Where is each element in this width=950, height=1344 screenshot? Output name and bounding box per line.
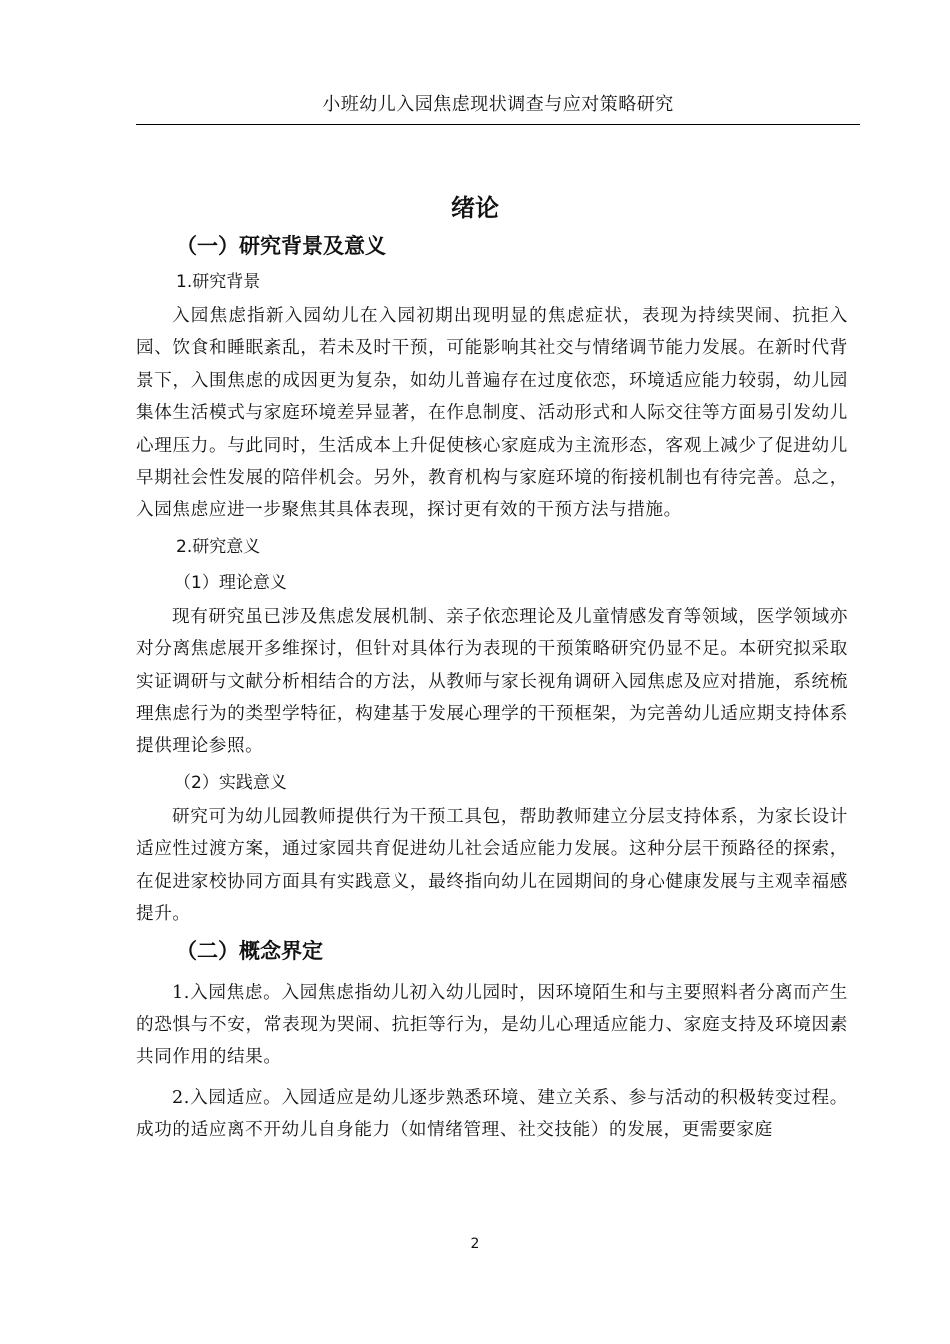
subsection-heading-research-background: 1.研究背景 xyxy=(176,272,261,292)
section-heading-background: （一）研究背景及意义 xyxy=(176,234,386,258)
paragraph-research-background: 入园焦虑指新入园幼儿在入园初期出现明显的焦虑症状，表现为持续哭闹、抗拒入园、饮食和睡眠紊乱，若未及时干预，可能影响其社交与情绪调节能力发展。在新时代背景下，入围焦虑的成因更为复杂，如幼儿普遍存在过度依恋，环境适应能力较弱，幼儿园集体生活模式与家庭环境差异显著，在作息制度、活动形式和人际交往等方面易引发幼儿心理压力。与此同时，生活成本上升促使核心家庭成为主流形态，客观上减少了促进幼儿早期社会性发展的陪伴机会。另外，教育机构与家庭环境的衔接机制也有待完善。总之，入园焦虑应进一步聚焦其具体表现，探讨更有效的干预方法与措施。 xyxy=(136,306,848,521)
paragraph-practical-significance: 研究可为幼儿园教师提供行为干预工具包，帮助教师建立分层支持体系，为家长设计适应性过渡方案，通过家园共育促进幼儿社会适应能力发展。这种分层干预路径的探索，在促进家校协同方面具有实践意义，最终指向幼儿在园期间的身心健康发展与主观幸福感提升。 xyxy=(136,806,848,925)
paragraph-concept-adaptation: 2.入园适应。入园适应是幼儿逐步熟悉环境、建立关系、参与活动的积极转变过程。成功的适应离不开幼儿自身能力（如情绪管理、社交技能）的发展，更需要家庭 xyxy=(136,1087,848,1141)
heading-practical-significance: （2）实践意义 xyxy=(174,772,287,793)
header-rule xyxy=(136,124,860,125)
heading-theoretical-significance: （1）理论意义 xyxy=(174,572,287,593)
paragraph-theoretical-significance: 现有研究虽已涉及焦虑发展机制、亲子依恋理论及儿童情感发育等领域，医学领域亦对分离焦虑展开多维探讨，但针对具体行为表现的干预策略研究仍显不足。本研究拟采取实证调研与文献分析相结合的方法，从教师与家长视角调研入园焦虑及应对措施，系统梳理焦虑行为的类型学特征，构建基于发展心理学的干预框架，为完善幼儿适应期支持体系提供理论参照。 xyxy=(136,606,848,757)
paragraph-concept-anxiety: 1.入园焦虑。入园焦虑指幼儿初入幼儿园时，因环境陌生和与主要照料者分离而产生的恐惧与不安，常表现为哭闹、抗拒等行为，是幼儿心理适应能力、家庭支持及环境因素共同作用的结果。 xyxy=(136,982,848,1068)
body-content xyxy=(136,228,848,1147)
running-header: 小班幼儿入园焦虑现状调查与应对策略研究 xyxy=(322,94,674,115)
page-number: 2 xyxy=(470,1236,480,1252)
chapter-title: 绪论 xyxy=(451,194,499,222)
subsection-heading-research-significance: 2.研究意义 xyxy=(176,536,261,557)
section-heading-concepts: （二）概念界定 xyxy=(176,938,323,963)
